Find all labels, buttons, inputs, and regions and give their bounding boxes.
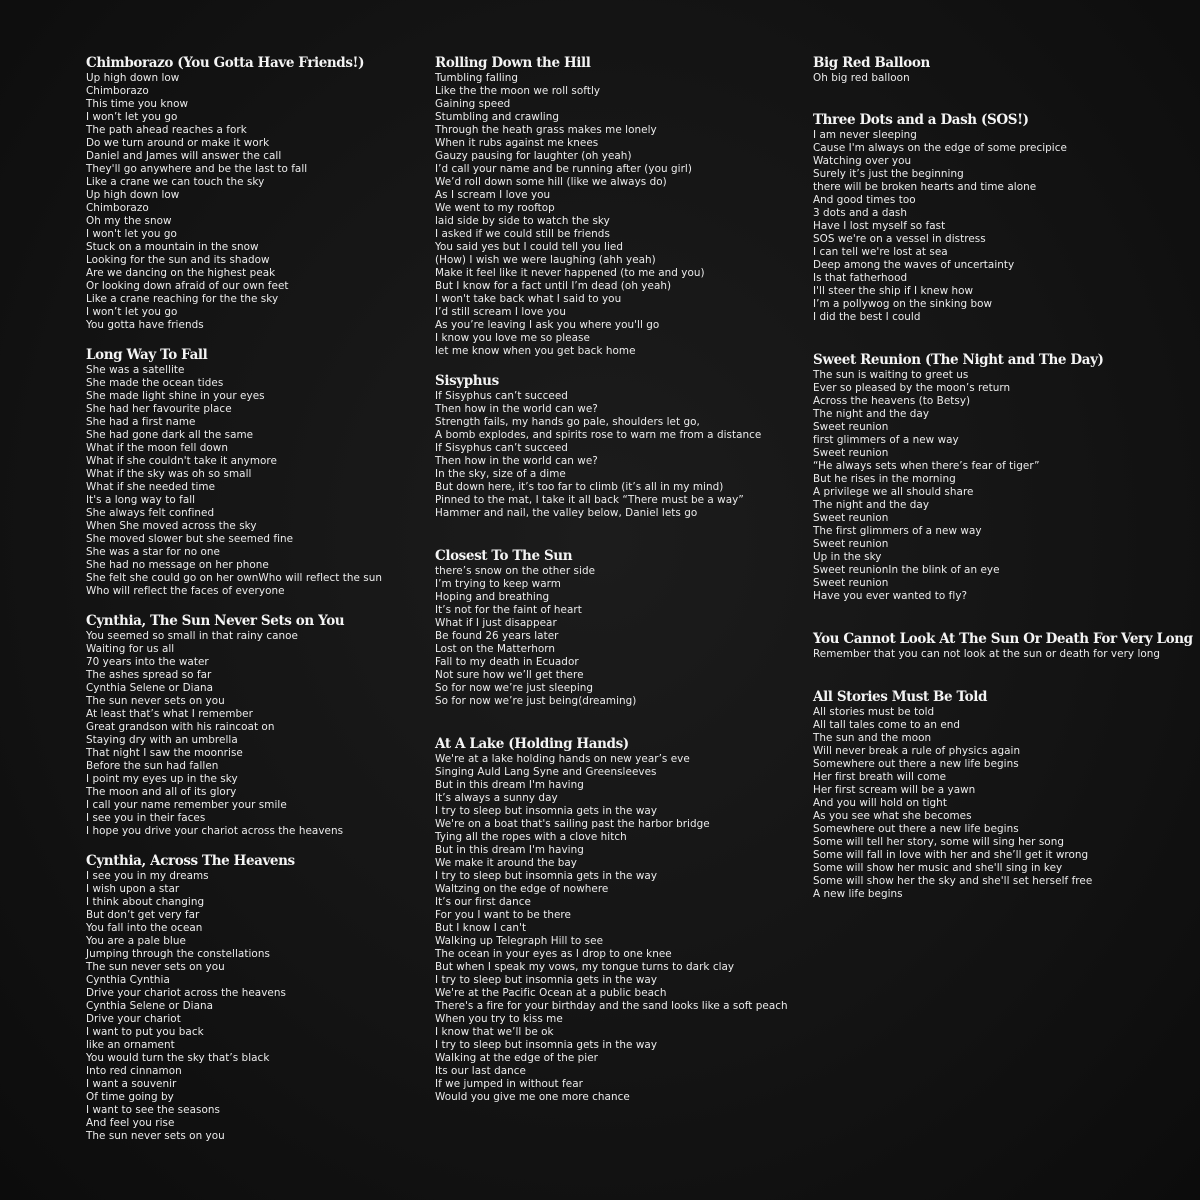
lyric-line: You are a pale blue <box>86 935 186 947</box>
lyric-line: We’d roll down some hill (like we always do) <box>435 176 667 188</box>
song-block <box>813 688 1173 901</box>
lyric-line: But I know I can't <box>435 922 527 934</box>
lyric-line: SOS we're on a vessel in distress <box>813 233 986 245</box>
lyric-line: The first glimmers of a new way <box>813 525 982 537</box>
lyric-line: Will never break a rule of physics again <box>813 745 1021 757</box>
lyric-line: Drive your chariot <box>86 1013 181 1025</box>
lyric-line: Like the the moon we roll softly <box>435 85 601 97</box>
lyric-line: But he rises in the morning <box>813 473 956 485</box>
lyric-line: Like a crane reaching for the the sky <box>86 293 279 305</box>
lyric-line: As I scream I love you <box>435 189 551 201</box>
lyric-line: Sweet reunion <box>813 447 889 459</box>
lyric-line: I see you in my dreams <box>86 870 209 882</box>
lyric-line: Surely it’s just the beginning <box>813 168 964 180</box>
lyric-line: Waiting for us all <box>86 643 175 655</box>
lyric-line: She was a satellite <box>86 364 185 376</box>
lyric-line: Cynthia Selene or Diana <box>86 682 214 694</box>
lyric-line: I call your name remember your smile <box>86 799 287 811</box>
lyric-line: Then how in the world can we? <box>435 455 598 467</box>
lyric-line: Cynthia Selene or Diana <box>86 1000 214 1012</box>
lyrics-lines <box>813 648 1173 661</box>
lyric-line: For you I want to be there <box>435 909 571 921</box>
lyric-line: She had gone dark all the same <box>86 429 254 441</box>
lyric-line: first glimmers of a new way <box>813 434 959 446</box>
lyric-line: Is that fatherhood <box>813 272 908 284</box>
lyric-line: Some will tell her story, some will sing her song <box>813 836 1064 848</box>
lyric-line: Across the heavens (to Betsy) <box>813 395 971 407</box>
lyric-line: And feel you rise <box>86 1117 175 1129</box>
lyric-line: I think about changing <box>86 896 205 908</box>
lyrics-column-1 <box>86 54 416 1143</box>
lyric-line: I see you in their faces <box>86 812 206 824</box>
lyric-line: I know you love me so please <box>435 332 590 344</box>
song-title: You Cannot Look At The Sun Or Death For Very Long <box>813 631 1193 647</box>
lyric-line: That night I saw the moonrise <box>86 747 243 759</box>
lyric-line: Remember that you can not look at the sun or death for very long <box>813 648 1161 660</box>
lyric-line: Looking for the sun and its shadow <box>86 254 270 266</box>
lyrics-lines <box>435 72 795 358</box>
lyric-line: Waltzing on the edge of nowhere <box>435 883 609 895</box>
lyric-line: I’d call your name and be running after (you girl) <box>435 163 692 175</box>
lyric-line: This time you know <box>86 98 189 110</box>
lyric-line: Oh big red balloon <box>813 72 910 84</box>
lyric-line: Chimborazo <box>86 85 149 97</box>
song-block <box>86 612 416 838</box>
lyric-line: The sun is waiting to greet us <box>813 369 969 381</box>
lyrics-column-3 <box>813 54 1193 901</box>
lyric-line: All stories must be told <box>813 706 935 718</box>
lyric-line: I did the best I could <box>813 311 921 323</box>
lyric-line: I won't let you go <box>86 228 177 240</box>
lyric-line: Up high down low <box>86 72 180 84</box>
lyric-line: Somewhere out there a new life begins <box>813 823 1019 835</box>
lyric-line: Walking at the edge of the pier <box>435 1052 598 1064</box>
lyrics-column-2 <box>435 54 795 1104</box>
lyrics-lines <box>813 706 1173 901</box>
lyric-line: Not sure how we’ll get there <box>435 669 584 681</box>
song-title: Chimborazo (You Gotta Have Friends!) <box>86 55 365 71</box>
lyric-line: You gotta have friends <box>86 319 204 331</box>
lyric-line: In the sky, size of a dime <box>435 468 566 480</box>
song-title: Sweet Reunion (The Night and The Day) <box>813 352 1104 368</box>
lyric-line: But in this dream I'm having <box>435 844 584 856</box>
song-block <box>435 372 795 520</box>
lyric-line: Gaining speed <box>435 98 511 110</box>
lyric-line: They'll go anywhere and be the last to fall <box>86 163 308 175</box>
lyric-line: And you will hold on tight <box>813 797 947 809</box>
lyric-line: Cynthia Cynthia <box>86 974 170 986</box>
lyric-line: Sweet reunionIn the blink of an eye <box>813 564 1000 576</box>
song-title: Rolling Down the Hill <box>435 55 591 71</box>
lyric-line: She had her favourite place <box>86 403 232 415</box>
lyric-line: A bomb explodes, and spirits rose to warn me from a distance <box>435 429 762 441</box>
lyric-line: 3 dots and a dash <box>813 207 907 219</box>
song-title: Cynthia, Across The Heavens <box>86 853 295 869</box>
lyric-line: I try to sleep but insomnia gets in the way <box>435 805 658 817</box>
lyric-line: I want to put you back <box>86 1026 204 1038</box>
lyric-line: When She moved across the sky <box>86 520 257 532</box>
lyrics-lines <box>813 129 1173 324</box>
lyric-line: Of time going by <box>86 1091 174 1103</box>
song-title: Long Way To Fall <box>86 347 208 363</box>
lyric-line: She was a star for no one <box>86 546 220 558</box>
lyric-line: Through the heath grass makes me lonely <box>435 124 657 136</box>
lyric-line: You fall into the ocean <box>86 922 203 934</box>
lyric-line: I point my eyes up in the sky <box>86 773 238 785</box>
lyric-line: Jumping through the constellations <box>86 948 270 960</box>
lyric-line: Make it feel like it never happened (to me and you) <box>435 267 705 279</box>
lyric-line: Pinned to the mat, I take it all back “There must be a way” <box>435 494 744 506</box>
lyric-line: A new life begins <box>813 888 903 900</box>
song-block <box>86 346 416 598</box>
song-title: Sisyphus <box>435 373 499 389</box>
lyric-line: You seemed so small in that rainy canoe <box>86 630 298 642</box>
lyric-line: Who will reflect the faces of everyone <box>86 585 285 597</box>
lyric-line: But in this dream I'm having <box>435 779 584 791</box>
lyric-line: Like a crane we can touch the sky <box>86 176 265 188</box>
lyric-line: let me know when you get back home <box>435 345 636 357</box>
lyric-line: Then how in the world can we? <box>435 403 598 415</box>
lyric-line: Fall to my death in Ecuador <box>435 656 579 668</box>
lyric-line: Deep among the waves of uncertainty <box>813 259 1015 271</box>
lyric-line: You would turn the sky that’s black <box>86 1052 270 1064</box>
lyric-line: Daniel and James will answer the call <box>86 150 282 162</box>
lyric-line: 70 years into the water <box>86 656 209 668</box>
lyric-line: We're on a boat that's sailing past the harbor bridge <box>435 818 710 830</box>
lyric-line: I can tell we're lost at sea <box>813 246 948 258</box>
lyric-line: Its our last dance <box>435 1065 526 1077</box>
lyric-line: Lost on the Matterhorn <box>435 643 556 655</box>
lyric-line: Would you give me one more chance <box>435 1091 630 1103</box>
lyric-line: She moved slower but she seemed fine <box>86 533 294 545</box>
lyric-line: Some will fall in love with her and she’ll get it wrong <box>813 849 1089 861</box>
lyric-line: It’s our first dance <box>435 896 531 908</box>
lyric-line: It’s always a sunny day <box>435 792 558 804</box>
song-block <box>813 351 1173 603</box>
song-title: All Stories Must Be Told <box>813 689 988 705</box>
lyric-line: Stumbling and crawling <box>435 111 559 123</box>
lyric-line: At least that’s what I remember <box>86 708 253 720</box>
lyric-line: The ocean in your eyes as I drop to one knee <box>435 948 672 960</box>
lyric-line: It's a long way to fall <box>86 494 196 506</box>
lyric-line: The path ahead reaches a fork <box>86 124 247 136</box>
lyric-line: What if the sky was oh so small <box>86 468 252 480</box>
lyric-line: I want to see the seasons <box>86 1104 220 1116</box>
lyric-line: As you see what she becomes <box>813 810 972 822</box>
lyric-line: We're at the Pacific Ocean at a public beach <box>435 987 667 999</box>
song-block <box>435 54 795 358</box>
song-title: Big Red Balloon <box>813 55 930 71</box>
song-block <box>435 735 795 1104</box>
lyric-line: like an ornament <box>86 1039 175 1051</box>
lyric-line: The night and the day <box>813 408 930 420</box>
lyric-line: Or looking down afraid of our own feet <box>86 280 289 292</box>
lyric-line: She made light shine in your eyes <box>86 390 265 402</box>
lyric-line: So for now we’re just sleeping <box>435 682 594 694</box>
lyric-line: The sun never sets on you <box>86 695 225 707</box>
lyric-line: I won't take back what I said to you <box>435 293 622 305</box>
lyric-line: The sun and the moon <box>813 732 932 744</box>
lyric-line: Chimborazo <box>86 202 149 214</box>
lyric-line: We're at a lake holding hands on new year’s eve <box>435 753 690 765</box>
lyric-line: The sun never sets on you <box>86 961 225 973</box>
lyric-line: The sun never sets on you <box>86 1130 225 1142</box>
song-block <box>813 630 1193 661</box>
lyric-line: Gauzy pausing for laughter (oh yeah) <box>435 150 632 162</box>
song-title: Closest To The Sun <box>435 548 573 564</box>
lyric-line: I’d still scream I love you <box>435 306 566 318</box>
lyric-line: It’s not for the faint of heart <box>435 604 582 616</box>
lyric-line: When you try to kiss me <box>435 1013 563 1025</box>
song-block <box>813 111 1173 324</box>
lyric-line: What if the moon fell down <box>86 442 228 454</box>
lyric-line: Tumbling falling <box>435 72 518 84</box>
lyric-line: Have you ever wanted to fly? <box>813 590 968 602</box>
lyric-line: Sweet reunion <box>813 538 889 550</box>
lyrics-lines <box>813 72 1173 85</box>
lyric-line: Up in the sky <box>813 551 882 563</box>
song-block <box>813 54 1173 85</box>
lyric-line: Are we dancing on the highest peak <box>86 267 276 279</box>
lyric-line: She had no message on her phone <box>86 559 269 571</box>
lyric-line: But I know for a fact until I’m dead (oh yeah) <box>435 280 672 292</box>
lyric-line: We make it around the bay <box>435 857 578 869</box>
lyric-line: Be found 26 years later <box>435 630 559 642</box>
lyric-line: If we jumped in without fear <box>435 1078 583 1090</box>
lyric-line: And good times too <box>813 194 916 206</box>
lyric-line: We went to my rooftop <box>435 202 555 214</box>
song-block <box>86 852 416 1143</box>
song-block <box>435 547 795 708</box>
lyric-line: All tall tales come to an end <box>813 719 961 731</box>
lyric-line: Walking up Telegraph Hill to see <box>435 935 604 947</box>
lyric-line: I asked if we could still be friends <box>435 228 610 240</box>
lyric-line: Watching over you <box>813 155 912 167</box>
lyric-line: Sweet reunion <box>813 512 889 524</box>
lyric-line: The ashes spread so far <box>86 669 212 681</box>
song-title: Three Dots and a Dash (SOS!) <box>813 112 1029 128</box>
lyrics-lines <box>86 364 416 598</box>
lyric-line: Sweet reunion <box>813 577 889 589</box>
lyric-line: She always felt confined <box>86 507 215 519</box>
lyric-line: Singing Auld Lang Syne and Greensleeves <box>435 766 657 778</box>
lyric-line: Some will show her the sky and she'll set herself free <box>813 875 1093 887</box>
lyric-line: She had a first name <box>86 416 196 428</box>
lyric-line: Somewhere out there a new life begins <box>813 758 1019 770</box>
lyric-line: But when I speak my vows, my tongue turns to dark clay <box>435 961 735 973</box>
lyric-line: Up high down low <box>86 189 180 201</box>
lyrics-lines <box>435 565 795 708</box>
lyric-line: You said yes but I could tell you lied <box>435 241 624 253</box>
lyric-line: I won’t let you go <box>86 306 178 318</box>
lyric-line: Hammer and nail, the valley below, Daniel lets go <box>435 507 698 519</box>
lyric-line: Great grandson with his raincoat on <box>86 721 275 733</box>
lyric-line: I try to sleep but insomnia gets in the way <box>435 974 658 986</box>
lyric-line: Do we turn around or make it work <box>86 137 270 149</box>
lyric-line: When it rubs against me knees <box>435 137 599 149</box>
lyric-line: She felt she could go on her ownWho will reflect the sun <box>86 572 383 584</box>
lyric-line: What if she needed time <box>86 481 216 493</box>
lyric-line: I hope you drive your chariot across the heavens <box>86 825 344 837</box>
lyric-line: Her first scream will be a yawn <box>813 784 976 796</box>
lyric-line: Strength fails, my hands go pale, shoulders let go, <box>435 416 700 428</box>
lyric-line: Oh my the snow <box>86 215 172 227</box>
song-block <box>86 54 416 332</box>
lyric-line: Before the sun had fallen <box>86 760 219 772</box>
lyric-line: Sweet reunion <box>813 421 889 433</box>
lyrics-lines <box>86 630 416 838</box>
lyric-line: I won’t let you go <box>86 111 178 123</box>
lyric-line: Have I lost myself so fast <box>813 220 946 232</box>
lyric-line: She made the ocean tides <box>86 377 224 389</box>
lyric-line: there’s snow on the other side <box>435 565 596 577</box>
lyric-line: I try to sleep but insomnia gets in the way <box>435 1039 658 1051</box>
lyric-line: Tying all the ropes with a clove hitch <box>435 831 627 843</box>
lyric-line: As you’re leaving I ask you where you'll go <box>435 319 660 331</box>
lyric-line: (How) I wish we were laughing (ahh yeah) <box>435 254 656 266</box>
lyric-line: Some will show her music and she'll sing in key <box>813 862 1063 874</box>
song-title: Cynthia, The Sun Never Sets on You <box>86 613 345 629</box>
lyric-line: The moon and all of its glory <box>86 786 237 798</box>
lyric-line: “He always sets when there’s fear of tiger” <box>813 460 1040 472</box>
lyric-line: If Sisyphus can’t succeed <box>435 390 568 402</box>
lyric-line: I’m a pollywog on the sinking bow <box>813 298 993 310</box>
lyrics-lines <box>435 753 795 1104</box>
lyric-line: A privilege we all should share <box>813 486 974 498</box>
lyric-line: What if she couldn't take it anymore <box>86 455 277 467</box>
lyric-line: There's a fire for your birthday and the sand looks like a soft peach <box>435 1000 788 1012</box>
lyric-line: Ever so pleased by the moon’s return <box>813 382 1011 394</box>
lyric-line: Drive your chariot across the heavens <box>86 987 286 999</box>
lyric-line: The night and the day <box>813 499 930 511</box>
lyrics-lines <box>86 870 416 1143</box>
lyric-line: Staying dry with an umbrella <box>86 734 238 746</box>
lyric-line: I want a souvenir <box>86 1078 177 1090</box>
lyric-line: But don’t get very far <box>86 909 200 921</box>
lyric-line: Stuck on a mountain in the snow <box>86 241 259 253</box>
lyric-line: Her first breath will come <box>813 771 947 783</box>
lyric-line: I wish upon a star <box>86 883 180 895</box>
lyric-line: So for now we’re just being(dreaming) <box>435 695 637 707</box>
lyric-line: I know that we’ll be ok <box>435 1026 554 1038</box>
lyric-line: I try to sleep but insomnia gets in the way <box>435 870 658 882</box>
lyric-line: there will be broken hearts and time alone <box>813 181 1037 193</box>
lyric-line: laid side by side to watch the sky <box>435 215 610 227</box>
lyric-line: What if I just disappear <box>435 617 557 629</box>
lyric-line: Cause I'm always on the edge of some precipice <box>813 142 1067 154</box>
lyric-line: But down here, it’s too far to climb (it’s all in my mind) <box>435 481 724 493</box>
lyric-line: If Sisyphus can’t succeed <box>435 442 568 454</box>
lyrics-lines <box>86 72 416 332</box>
lyric-line: I am never sleeping <box>813 129 917 141</box>
lyrics-lines <box>813 369 1173 603</box>
lyric-line: Into red cinnamon <box>86 1065 182 1077</box>
lyrics-lines <box>435 390 795 520</box>
lyric-line: I’m trying to keep warm <box>435 578 561 590</box>
lyric-line: Hoping and breathing <box>435 591 550 603</box>
song-title: At A Lake (Holding Hands) <box>435 736 629 752</box>
lyric-line: I'll steer the ship if I knew how <box>813 285 974 297</box>
